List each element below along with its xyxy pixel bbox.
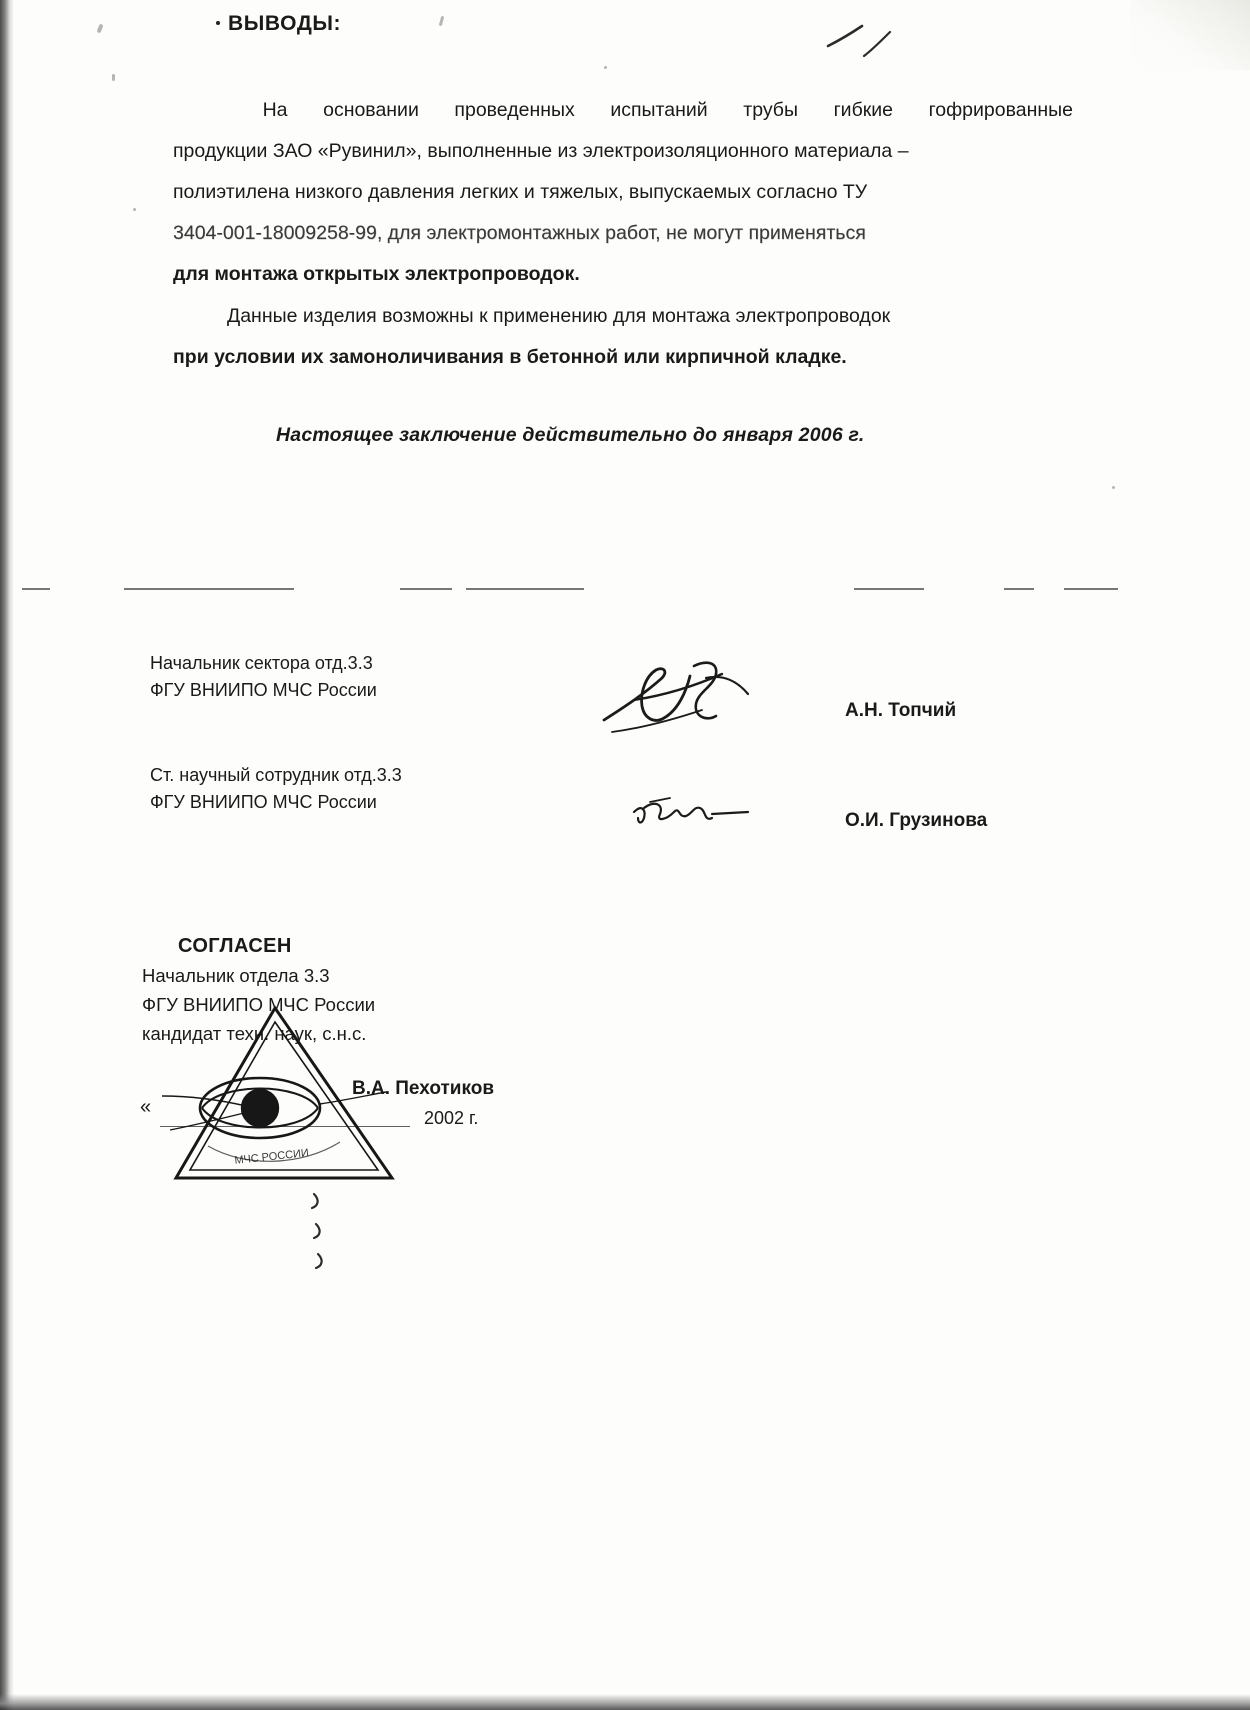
paragraph-conclusion-1 <box>173 90 1073 295</box>
dash-segment <box>1064 588 1118 590</box>
paragraph-word: проведенных <box>454 99 575 121</box>
paragraph-conclusion-2 <box>173 296 1073 378</box>
scan-speck <box>112 74 115 81</box>
paragraph-word: гофрированные <box>928 99 1073 121</box>
paragraph-line: для монтажа открытых электропроводок. <box>173 263 580 285</box>
scan-speck <box>604 66 607 69</box>
lead-dot-mark <box>216 21 220 25</box>
paragraph-word: испытаний <box>610 99 708 121</box>
page-title-text: ВЫВОДЫ: <box>228 12 342 35</box>
first-line-indent <box>173 90 227 131</box>
signatory-name-2: О.И. Грузинова <box>845 810 988 831</box>
dash-segment <box>1004 588 1034 590</box>
dash-segment <box>22 588 50 590</box>
approval-block <box>142 932 375 1048</box>
signature-block-1 <box>150 650 377 704</box>
dash-segment <box>854 588 924 590</box>
paragraph-line: при условии их замоноличивания в бетонной или кирпичной кладке. <box>173 346 847 368</box>
approval-label: СОГЛАСЕН <box>178 935 292 957</box>
paragraph-line: продукции ЗАО «Рувинил», выполненные из электроизоляционного материала – <box>173 140 909 162</box>
approval-degree-line: кандидат техн. наук, с.н.с. <box>142 1023 367 1044</box>
approval-title-line: Начальник отдела 3.3 <box>142 965 330 986</box>
paragraph-word: основании <box>323 99 419 121</box>
approval-signatory-name: В.А. Пехотиков <box>352 1078 495 1099</box>
scan-corner-artifact <box>1130 0 1250 70</box>
paragraph-line: полиэтилена низкого давления легких и тяжелых, выпускаемых согласно ТУ <box>173 181 868 203</box>
approval-date-year: 2002 г. <box>424 1108 479 1128</box>
signatory-org-line: ФГУ ВНИИПО МЧС России <box>150 680 377 700</box>
paragraph-line-text: Данные изделия возможны к применению для монтажа электропроводок <box>227 305 891 327</box>
paragraph-line <box>173 296 1073 337</box>
stamp-text: МЧС РОССИИ <box>233 1147 310 1167</box>
scan-speck <box>133 208 136 211</box>
dash-segment <box>124 588 294 590</box>
signatory-org-line: ФГУ ВНИИПО МЧС России <box>150 792 377 812</box>
validity-note: Настоящее заключение действительно до января 2006 г. <box>276 424 865 446</box>
dash-segment <box>400 588 452 590</box>
signatory-title-line: Ст. научный сотрудник отд.3.3 <box>150 765 402 785</box>
signatory-title-line: Начальник сектора отд.3.3 <box>150 653 373 673</box>
paragraph-word: трубы <box>743 99 798 121</box>
signatory-name-1: А.Н. Топчий <box>845 700 957 721</box>
dashed-separator <box>0 588 1250 592</box>
signature-block-2 <box>150 762 402 816</box>
scan-speck <box>97 24 104 34</box>
dash-segment <box>466 588 584 590</box>
scan-edge-artifact-bottom <box>0 1694 1250 1710</box>
scan-edge-artifact-left <box>0 0 14 1710</box>
date-blank-rule <box>160 1126 410 1127</box>
paragraph-word: На <box>262 99 288 121</box>
page-title <box>228 12 341 36</box>
handwritten-signature-2 <box>630 778 760 838</box>
paragraph-line <box>173 90 1073 131</box>
paragraph-word: гибкие <box>833 99 894 121</box>
handwritten-signature-1 <box>598 648 778 744</box>
paragraph-line: 3404-001-18009258-99, для электромонтажных работ, не могут применяться <box>173 222 866 244</box>
scan-speck <box>1112 486 1115 489</box>
scan-speck <box>439 16 444 26</box>
date-open-quote: « <box>140 1096 152 1118</box>
approval-org-line: ФГУ ВНИИПО МЧС России <box>142 994 376 1015</box>
pen-tick-marks <box>300 1190 340 1280</box>
pen-flick-mark <box>820 16 900 64</box>
